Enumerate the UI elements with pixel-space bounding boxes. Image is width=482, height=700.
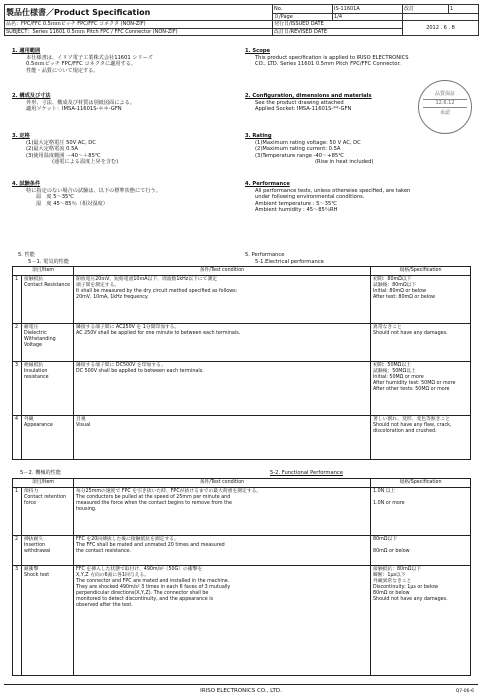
table-row: 4 外観 Appearance 目視 Visual 著しい割れ、変形、変色等無きこと Should not have any flaw, crack, discoloration and crushed. [13, 416, 471, 460]
subject-line: SUBJECT：Series 11601 0.5ｍｍ Pitch FPC / FFC Connector (NON-ZIF) [5, 28, 273, 35]
section-test-jp: 4. 試験条件 特に指定のない場合の試験は、以下の標準状態にて行う。 温 度 5～35℃ 湿 度 45～85％（相対湿度） [12, 181, 161, 207]
section-rating-jp: 3. 定格 (1)最大定格電圧 50V AC, DC (2)最大定格電流 0.5A (3)使用温度範囲 －40～＋85℃ (通電による温度上昇を含む) [12, 133, 119, 165]
functional-table [12, 478, 471, 676]
issued-label: 発行日/ISSUED DATE [273, 21, 403, 28]
date-value: 2012 . 6 . 8 [403, 21, 479, 36]
table-row: 3 絶縁抵抗 Insulation resistance 隣接する端子間に DC500V を印加する。 DC 500V shall be applied to between each terminals. 初期：50MΩ以上 試験後：50MΩ以上 Initial: 50MΩ or more After humidity test: 50MΩ or more After other tests: 50MΩ or more [13, 362, 471, 416]
section-rating-en: 3. Rating (1)Maximum rating voltage: 50 V AC, DC (2)Maximum rating current: 0.5A (3)Temperature range -40～+85℃ (Rise in heat included) [245, 133, 374, 165]
doc-number: IS-11601A [333, 5, 403, 14]
table-row: 1 保持力 Contact retention force 毎分25mmの速度で FPC を引き抜いた時、FPCが抜けるまでの最大荷重を測定する。 The conductors be pulled at the speed of 25mm per minute and measured the force when the contact begins to remove from the housing. 1.0N 以上 1.0N or more [13, 488, 471, 536]
page-value: 1/4 [333, 14, 403, 21]
section-scope-jp: 1. 適用範囲 本仕様書は、イリソ電子工業株式会社11601 シリーズ 0.5ｍｍピッチ FPC/FFC コネクタに適用する。 性能・品質について規定する。 [12, 48, 153, 74]
no-label: No. [273, 5, 333, 14]
section-scope-en: 1. Scope This product specification is applied to IRISO ELECTRONICS CO., LTD. Series 11601 0.5mm Pitch FPC/FFC Connector. [245, 48, 409, 67]
footer-code: Q7-06-6 [455, 689, 474, 694]
sub2-heading-en: 5-2. Functional Performance [270, 470, 343, 476]
table-row: 1 接触抵抗 Contact Resistance 開放電圧20ｍV、短絡電流10ｍA以下、周波数1kHz以下にて測定 端子間を測定する。 It shall be measured by the dry circuit method specified as follows: 20mV, 10mA, 1kHz frequency. 初期：80mΩ以下 試験後：80mΩ以下 Initial: 80mΩ or below After test: 80mΩ or below [13, 276, 471, 324]
header-table [4, 4, 479, 36]
table-header-row: 項目/Item 条件/Test condition 規格/Specification [13, 479, 471, 488]
stamp-date: 12.6.12 [423, 99, 467, 107]
section-performance-en: 4. Performance All performance tests, unless otherwise specified, are taken under following environmental conditions. Ambient temperature : 5～35℃ Ambient humidity : 45～85％RH [245, 181, 411, 213]
revised-label: 改訂日/REVISED DATE [273, 28, 403, 35]
perf-heading-en: 5. Performance [245, 252, 285, 258]
perf-heading-jp: 5. 性能 [18, 252, 35, 258]
sub2-heading-jp: 5－2. 機械的性能 [20, 470, 62, 476]
sub1-heading-en: 5-1.Electrical performance [255, 259, 324, 265]
table-row: 2 挿抜耐久 Insertion withdrawal FFC を20回挿抜した後に接触抵抗を測定する。 The FFC shall be mated and unmated 20 times and measured the contact resistance. 80mΩ以下 80mΩ or below [13, 536, 471, 566]
electrical-table [12, 266, 471, 460]
stamp-line3: 承認 [439, 109, 450, 116]
right-sections [245, 48, 415, 214]
table-row: 2 耐電圧 Dielectric Withstanding Voltage 隣接する端子間に AC250V を 1分間印加する。 AC 250V shall be applied for one minute to between each terminals. 異常なきこと Should not have any damages. [13, 324, 471, 362]
section-config-en: 2. Configuration, dimensions and materials See the product drawing attached Applied Socket: IMSA-11601S-**-GFN [245, 93, 372, 112]
table-header-row: 項目/Item 条件/Test condition 規格/Specification [13, 267, 471, 276]
spec-title: 製品仕様書／Product Specification [5, 5, 273, 21]
table-row: 3 耐衝撃 Shock test FFC を挿入した状態で取付け、490m/s²（50G）の衝撃を X,Y,Z 方向の6面に各1回与える。 The connector and FPC are mated and installed in the machine. They are shocked 490m/s² 3 times in each 6 faces of 3 mutually perpendicular directions(X,Y,Z). The connector shall be monitored to detect discontinuity, and the appearance is observed after the test. 接触抵抗：80mΩ以下 瞬断：1μs以下 外観異常なきこと Discontinuity: 1μs or below 80mΩ or below Should not have any damages. [13, 566, 471, 676]
sub1-heading-jp: 5－1. 電気的性能 [28, 259, 70, 265]
footer-company: IRISO ELECTRONICS CO., LTD. [200, 688, 282, 694]
approval-stamp [418, 80, 472, 134]
stamp-line1: 品質保証 [434, 91, 455, 97]
page-label: 頁/Page [273, 14, 333, 21]
rev-label: 改訂 [403, 5, 449, 14]
footer-divider [4, 684, 478, 685]
item-line: 品名：FPC/FFC 0.5ｍｍピッチ FPC/FFC コネクタ (NON-ZIF) [5, 21, 273, 28]
rev-value: 1 [449, 5, 479, 14]
left-sections [12, 48, 237, 207]
section-config-jp: 2. 構成及び寸法 外形、寸法、構成及び材質は別紙図面による。 適用ソケット：IMSA-11601S-＊＊-GFN [12, 93, 135, 112]
